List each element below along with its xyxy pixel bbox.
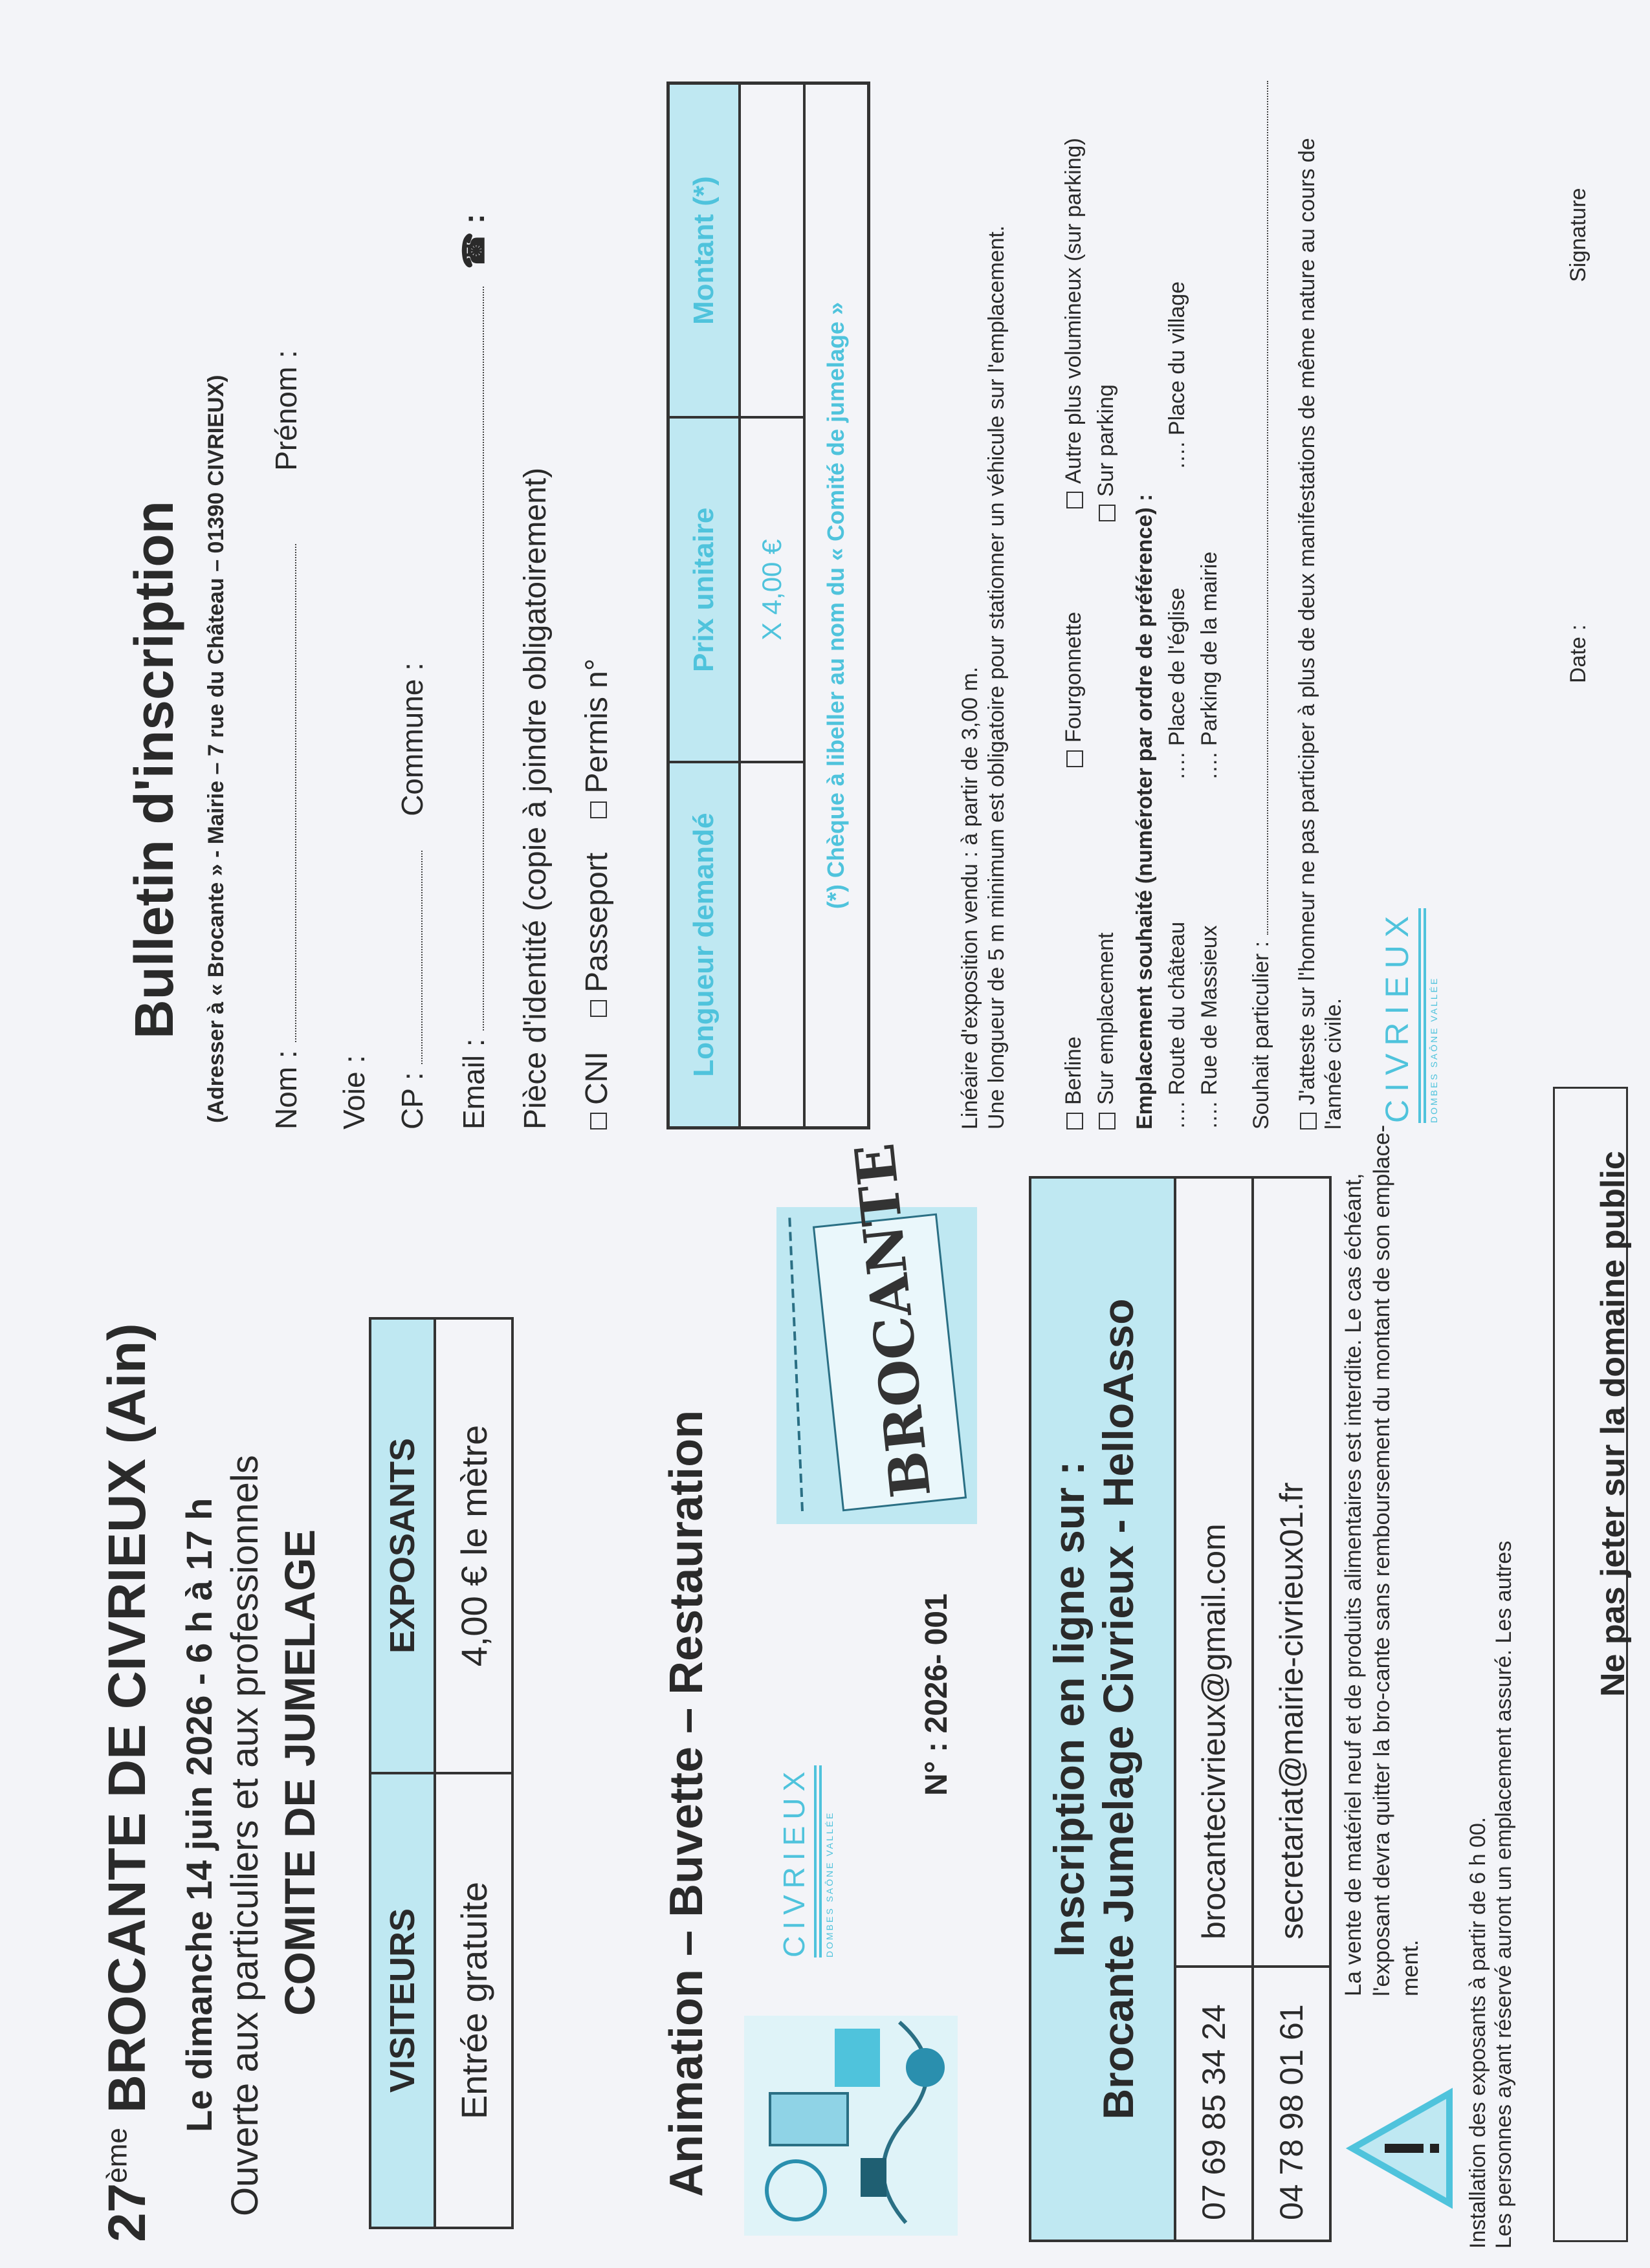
input-cp[interactable]: [421, 851, 423, 1064]
label-prenom: Prénom :: [269, 350, 303, 471]
animation-line: Animation – Buvette – Restauration: [661, 1410, 712, 2197]
contact-email: brocantecivrieux@gmail.com: [1196, 1523, 1232, 1939]
rules-line2: Une longueur de 5 m minimum est obligatoire pour stationner un véhicule sur l'emplacement.: [984, 225, 1009, 1129]
install-line1: Installation des exposants à partir de 6 h 00.: [1466, 1816, 1490, 2249]
civrieux-logo: [776, 1765, 835, 1957]
contact-row: [1176, 1179, 1254, 2240]
vehicle-berline: [1061, 1036, 1086, 1129]
checkbox-permis[interactable]: [590, 801, 607, 818]
label-date: Date :: [1566, 624, 1590, 683]
price-header-exhibitors: EXPOSANTS: [370, 1318, 435, 1773]
label-cp: CP :: [395, 1072, 429, 1129]
label-sur-emplacement: Sur emplacement: [1094, 932, 1118, 1105]
vehicle-van: [1061, 612, 1086, 767]
place-opt-1: [1094, 933, 1119, 1129]
table-footnote: (*) Chèque à libeller au nom du « Comité de jumelage »: [804, 83, 869, 1128]
pref-place-village: …. Place du village: [1165, 281, 1189, 470]
contact-phone: 04 78 98 01 61: [1254, 1965, 1329, 2240]
label-commune: Commune :: [395, 662, 429, 816]
field-cp: [395, 662, 430, 1129]
brocante-sign-image: [776, 1140, 977, 1524]
label-large: Autre plus volumineux (sur parking): [1061, 138, 1086, 484]
rules-line1: Linéaire d'exposition vendu : à partir de 3,00 m.: [958, 666, 982, 1129]
cell-length[interactable]: [740, 762, 804, 1128]
checkbox-large[interactable]: [1066, 492, 1083, 508]
field-email: [456, 213, 491, 1129]
event-title: [97, 1323, 158, 2242]
label-berline: Berline: [1061, 1036, 1086, 1105]
option-permis: Permis n°: [580, 658, 614, 794]
sign-text: BROCANTE: [842, 1140, 943, 1501]
label-nom: Nom :: [269, 1050, 303, 1129]
place-opt-2: [1094, 384, 1119, 521]
form-address: (Adresser à « Brocante » - Mairie – 7 rue du Château – 01390 CIVRIEUX): [204, 375, 228, 1123]
contact-email: secretariat@mairie-civrieux01.fr: [1273, 1482, 1310, 1939]
vehicle-large: [1061, 138, 1086, 508]
checkbox-van[interactable]: [1066, 750, 1083, 767]
cell-amount[interactable]: [740, 83, 804, 418]
pref-place-eglise: …. Place de l'église: [1165, 587, 1189, 780]
form-title: Bulletin d'inscription: [124, 501, 184, 1039]
contact-row: [1254, 1179, 1329, 2240]
checkbox-berline[interactable]: [1066, 1113, 1083, 1129]
header-length: Longueur demandé: [668, 762, 740, 1128]
warning-text: La vente de matériel neuf et de produits alimentaires est interdite. Le cas échéant, l'exposant devra quitter la bro-cante sans remboursement du montant de son emplace-ment.: [1341, 1124, 1423, 1996]
event-date: Le dimanche 14 juin 2026 - 6 h à 17 h: [179, 1498, 219, 2132]
phone-colon: :: [457, 213, 490, 224]
ticket-number: N° : 2026- 001: [919, 1593, 954, 1796]
title-text: BROCANTE DE CIVRIEUX (Ain): [98, 1323, 157, 2113]
option-passport: Passeport: [580, 852, 614, 992]
pref-rue-massieux: …. Rue de Massieux: [1197, 925, 1222, 1129]
checkbox-passport[interactable]: [590, 1000, 607, 1017]
label-van: Fourgonnette: [1061, 611, 1086, 743]
price-visitors: Entrée gratuite: [435, 1773, 512, 2228]
pref-parking-mairie: …. Parking de la mairie: [1197, 551, 1222, 780]
organizer: COMITE DE JUMELAGE: [276, 1529, 324, 2016]
online-line1: Inscription en ligne sur :: [1045, 1461, 1093, 1957]
label-sur-parking: Sur parking: [1094, 384, 1118, 497]
checkbox-cni[interactable]: [590, 1113, 607, 1129]
input-nom[interactable]: [295, 544, 296, 1042]
edition-number: 27: [98, 2183, 157, 2242]
checkbox-sur-emplacement[interactable]: [1099, 1113, 1116, 1129]
logo-text: CIVRIEUX: [1379, 908, 1415, 1123]
label-wish: Souhait particulier :: [1249, 941, 1273, 1129]
wish-field: [1249, 82, 1274, 1130]
input-wish[interactable]: [1267, 82, 1268, 935]
pref-route-chateau: …. Route du château: [1165, 921, 1189, 1129]
edition-suffix: ème: [101, 2128, 133, 2183]
civrieux-logo-right: [1378, 908, 1439, 1123]
id-options: [579, 659, 615, 1129]
online-registration-box: [1029, 1176, 1332, 2242]
label-voie: Voie :: [337, 1054, 371, 1129]
option-cni: CNI: [580, 1051, 614, 1105]
id-label: Pièce d'identité (copie à joindre obligatoirement): [518, 467, 553, 1129]
footer-box: [1553, 1087, 1632, 2242]
header-unit-price: Prix unitaire: [668, 417, 740, 762]
brocante-illustration: [744, 2016, 958, 2236]
price-table: [369, 1317, 514, 2229]
install-line2: Les personnes ayant réservé auront un emplacement assuré. Les autres: [1491, 1540, 1516, 2249]
cell-unit-price: X 4,00 €: [740, 417, 804, 762]
warning-icon: [1346, 2087, 1456, 2210]
logo-text: CIVRIEUX: [777, 1765, 811, 1957]
footer-text: Ne pas jeter sur la domaine public: [1594, 1151, 1632, 1697]
online-line2: Brocante Jumelage Civrieux - HelloAsso: [1094, 1298, 1142, 2120]
label-signature: Signature: [1566, 188, 1590, 282]
attest: [1294, 69, 1347, 1129]
contact-phone: 07 69 85 34 24: [1176, 1965, 1251, 2240]
logo-subtext: DOMBES SAÔNE VALLÉE: [1429, 976, 1439, 1123]
checkbox-sur-parking[interactable]: [1099, 505, 1116, 521]
open-to: Ouverte aux particuliers et aux professionnels: [224, 1455, 266, 2216]
price-exhibitors: 4,00 € le mètre: [435, 1318, 512, 1773]
pref-title: Emplacement souhaité (numéroter par ordre de préférence) :: [1132, 494, 1157, 1129]
field-nom: [269, 350, 303, 1129]
label-email: Email :: [457, 1038, 490, 1129]
attest-text: J'atteste sur l'honneur ne pas participer à plus de deux manifestations de même nature au cours de l'année civile.: [1295, 138, 1346, 1129]
phone-icon: ☎: [457, 232, 490, 269]
checkbox-attest[interactable]: [1300, 1113, 1317, 1129]
logo-subtext: DOMBES SAÔNE VALLÉE: [824, 1811, 835, 1957]
price-header-visitors: VISITEURS: [370, 1773, 435, 2228]
header-amount: Montant (*): [668, 83, 740, 418]
order-table: [666, 82, 870, 1129]
input-email[interactable]: [483, 287, 484, 1030]
